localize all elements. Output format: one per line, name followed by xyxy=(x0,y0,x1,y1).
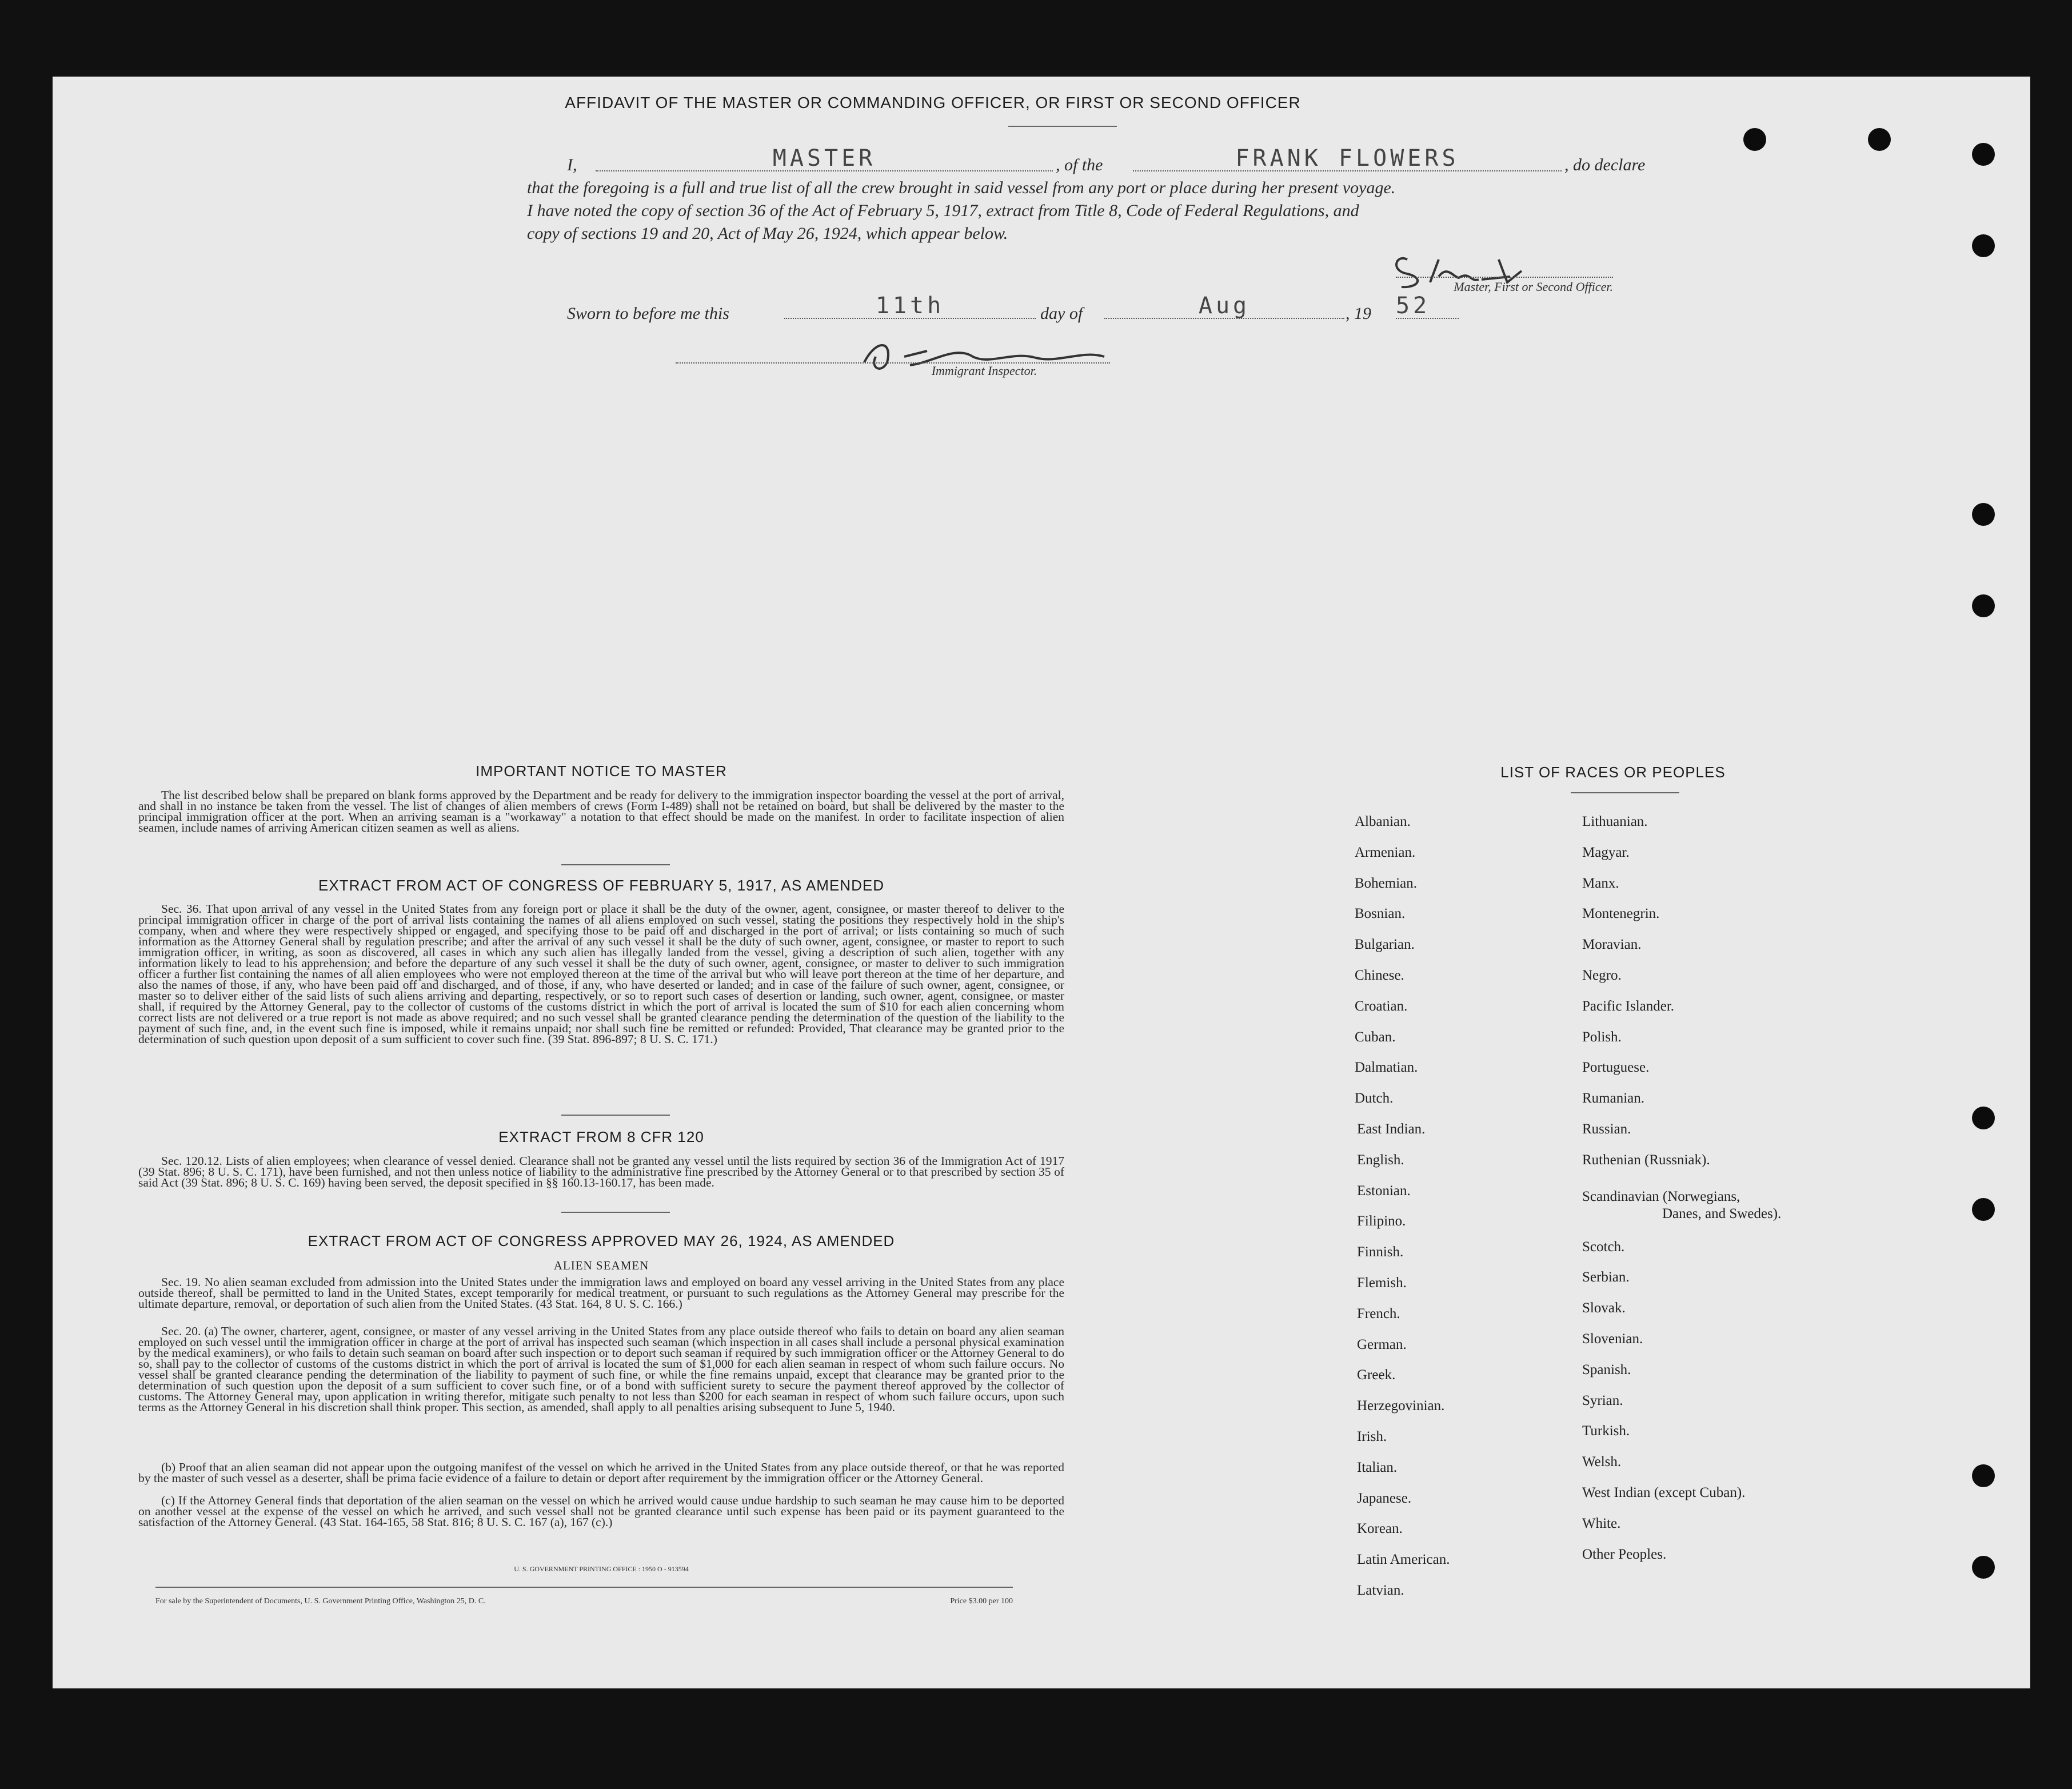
do-declare-label: , do declare xyxy=(1564,155,1646,174)
extract-cfr-rule xyxy=(561,1212,670,1213)
master-caption: Master, First or Second Officer. xyxy=(1454,279,1613,294)
binder-hole xyxy=(1972,143,1995,166)
race-right-item: Syrian. xyxy=(1582,1392,1623,1408)
binder-hole xyxy=(1972,234,1995,257)
sworn-label: Sworn to before me this xyxy=(567,304,729,323)
race-left-item: Chinese. xyxy=(1355,968,1404,983)
binder-hole xyxy=(1972,1556,1995,1579)
binder-hole xyxy=(1972,503,1995,526)
race-right-item: Slovak. xyxy=(1582,1300,1626,1316)
binder-hole xyxy=(1972,594,1995,617)
race-left-item: Croatian. xyxy=(1355,998,1408,1014)
race-left-item: Latin American. xyxy=(1357,1552,1450,1568)
race-right-item: Danes, and Swedes). xyxy=(1662,1205,1782,1221)
race-left-item: Finnish. xyxy=(1357,1244,1404,1260)
race-left-item: Bosnian. xyxy=(1355,906,1406,922)
race-left-item: Italian. xyxy=(1357,1459,1398,1475)
race-right-item: Spanish. xyxy=(1582,1361,1631,1377)
sec19-text: Sec. 19. No alien seaman excluded from admission into the United States under the immigration laws and employed on board any vessel arriving in the United States from any place outside thereof, shall be permitted to land in the United States, except temporarily for medical treatment, or pursuant to such regulations as the Attorney General may prescribe for the ultimate departure, removal, or deportation of such alien from the United States. (43 Stat. 164, 8 U. S. C. 166.) xyxy=(138,1275,1064,1311)
affidavit-line2: that the foregoing is a full and true list of all the crew brought in said vessel from any port or place during her present voyage. xyxy=(527,178,1396,197)
price-notice: Price $3.00 per 100 xyxy=(950,1597,1013,1606)
races-title: LIST OF RACES OR PEOPLES xyxy=(1500,764,1726,781)
extract-1917-text: Sec. 36. That upon arrival of any vessel in the United States from any foreign port or place it shall be the duty of the owner, agent, consignee, or master thereof to deliver to the principal immigration officer in charge of the port of arrival lists containing the names of all aliens employed on such vessel, stating the positions they respectively hold in the ship's company, when and where they were respectively shipped or engaged, and specifying those to be paid off and discharged in the port of arrival; or lists containing so much of such information as the Attorney General shall by regulation prescribe; and after the arrival of any such vessel it shall be the duty of such owner, agent, consignee, or master to report to such immigration officer, in writing, as soon as discovered, all cases in which any such alien has illegally landed from the vessel, giving a description of such alien, together with any information likely to lead to his apprehension; and before the departure of any such vessel it shall be the duty of such owner, agent, consignee, or master to deliver to such immigration officer a further list containing the names of all alien employees who were not employed thereon at the time of the arrival but who will leave port thereon at the time of her departure, and also the names of those, if any, who have been paid off and discharged, and of those, if any, who have deserted or landed; and in case of the failure of such owner, agent, consignee, or master so to deliver either of the said lists of such aliens arriving and departing, respectively, or so to report such cases of desertion or landing, such owner, agent, consignee, or master shall, if required by the Attorney General, pay to the collector of customs of the customs district in which the port of arrival is located the sum of $10 for each alien concerning whom correct lists are not delivered or a true report is not made as above required; and no such vessel shall be granted clearance pending the determination of the question of the liability to the payment of such fine, and, in the event such fine is imposed, while it remains unpaid; nor shall such fine be remitted or refunded: Provided, That clearance may be granted prior to the determination of such question upon deposit of a sum sufficient to cover such fine. (39 Stat. 896-897; 8 U. S. C. 171.) xyxy=(138,902,1064,1046)
title-rule xyxy=(1008,126,1117,127)
notice-title: IMPORTANT NOTICE TO MASTER xyxy=(476,762,727,780)
race-left-item: Bulgarian. xyxy=(1355,937,1415,953)
document-page xyxy=(53,77,2030,1688)
races-rule xyxy=(1571,792,1679,793)
race-left-item: Flemish. xyxy=(1357,1275,1407,1291)
year-label: , 19 xyxy=(1346,304,1371,323)
gpo-imprint: U. S. GOVERNMENT PRINTING OFFICE : 1950 O - 913594 xyxy=(514,1565,689,1573)
inspector-caption: Immigrant Inspector. xyxy=(931,364,1037,378)
extract-cfr-text: Sec. 120.12. Lists of alien employees; when clearance of vessel denied. Clearance shall not be granted any vessel until the lists required by section 36 of the Immigration Act of 1917 (39 Stat. 896; 8 U. S. C. 171), have been furnished, and not then unless notice of liability to the administrative fine prescribed by the Attorney General or to that prescribed by section 35 of said Act (39 Stat. 896; 8 U. S. C. 169) having been served, the deposit specified in §§ 160.13-160.17, has been made. xyxy=(138,1154,1064,1189)
binder-hole xyxy=(1972,1464,1995,1487)
race-left-item: Albanian. xyxy=(1355,814,1411,829)
race-right-item: White. xyxy=(1582,1515,1621,1531)
race-left-item: East Indian. xyxy=(1357,1121,1426,1137)
sec20a-text: Sec. 20. (a) The owner, charterer, agent, consignee, or master of any vessel arriving in the United States from any place outside thereof who fails to detain on board any alien seaman employed on such vessel until the immigration officer in charge at the port of arrival has inspected such seaman (which inspection in all cases shall include a personal physical examination by the medical examiners), or who fails to detain such seaman on board after such inspection or to deport such seaman if required by such immigration officer or the Attorney General to do so, shall pay to the collector of customs of the customs district in which the port of arrival is located the sum of $1,000 for each alien seaman in respect of whom such failure occurs. No vessel shall be granted clearance pending the determination of the liability to payment of such fine, or while the fine remains unpaid, except that clearance may be granted prior to the determination of such question upon the deposit of a sum sufficient to cover such fine, or of a bond with sufficient surety to secure the payment thereof approved by the collector of customs. The Attorney General may, upon application in writing therefor, mitigate such penalty to not less than $200 for each seaman in respect of whom such failure occurs, upon such terms as the Attorney General in his discretion shall think proper. This section, as amended, shall apply to all penalties arising subsequent to June 5, 1940. xyxy=(138,1324,1064,1414)
notice-text: The list described below shall be prepared on blank forms approved by the Department and be ready for delivery to the immigration inspector boarding the vessel at the port of arrival, and shall in no instance be taken from the vessel. The list of changes of alien members of crews (Form I-489) shall not be retained on board, but shall be delivered by the master to the principal immigration officer at the port. When an arriving seaman is a "workaway" a notation to that effect should be made on the manifest. In order to facilitate inspection of alien seamen, include names of arriving American citizen seamen as well as aliens. xyxy=(138,788,1064,834)
extract-1917-rule xyxy=(561,1115,670,1116)
race-left-item: Irish. xyxy=(1357,1429,1387,1444)
extract-1924-title: EXTRACT FROM ACT OF CONGRESS APPROVED MAY 26, 1924, AS AMENDED xyxy=(308,1232,895,1249)
binder-hole xyxy=(1972,1198,1995,1221)
race-left-item: French. xyxy=(1357,1305,1400,1321)
affidavit-line4: copy of sections 19 and 20, Act of May 26, 1924, which appear below. xyxy=(527,224,1008,243)
race-right-item: Welsh. xyxy=(1582,1454,1622,1470)
binder-hole xyxy=(1743,128,1766,151)
affidavit-title: AFFIDAVIT OF THE MASTER OR COMMANDING OFFICER, OR FIRST OR SECOND OFFICER xyxy=(565,94,1301,111)
sec20b-text: (b) Proof that an alien seaman did not appear upon the outgoing manifest of the vessel on which he arrived in the United States from any place outside thereof, or that he was reported by the master of such vessel as a deserter, shall be prima facie evidence of a failure to detain or deport after requirement by the immigration officer or the Attorney General. xyxy=(138,1460,1064,1485)
race-right-item: Magyar. xyxy=(1582,844,1630,860)
binder-hole xyxy=(1868,128,1891,151)
sec20c-text: (c) If the Attorney General finds that deportation of the alien seaman on the vessel on which he arrived would cause undue hardship to such seaman he may cause him to be deported on another vessel at the expense of the vessel on which he arrived, and such vessel shall not be granted clearance until such expense has been paid or its payment guaranteed to the satisfaction of the Attorney General. (43 Stat. 164-165, 58 Stat. 816; 8 U. S. C. 167 (a), 167 (c).) xyxy=(138,1494,1064,1529)
race-right-item: Pacific Islander. xyxy=(1582,998,1675,1014)
race-right-item: Rumanian. xyxy=(1582,1091,1645,1107)
race-right-item: Ruthenian (Russniak). xyxy=(1582,1152,1710,1168)
race-right-item: Scotch. xyxy=(1582,1239,1625,1255)
extract-cfr-title: EXTRACT FROM 8 CFR 120 xyxy=(498,1128,704,1145)
extract-1917-title: EXTRACT FROM ACT OF CONGRESS OF FEBRUARY 5, 1917, AS AMENDED xyxy=(318,877,884,894)
race-left-item: Dalmatian. xyxy=(1355,1060,1418,1076)
race-left-item: Korean. xyxy=(1357,1521,1403,1537)
race-right-item: Serbian. xyxy=(1582,1269,1630,1285)
race-right-item: Portuguese. xyxy=(1582,1060,1650,1076)
footer-rule xyxy=(155,1587,1013,1588)
notice-rule xyxy=(561,864,670,865)
race-right-item: Negro. xyxy=(1582,968,1622,983)
affidavit-line3: I have noted the copy of section 36 of the Act of February 5, 1917, extract from Title 8, Code of Federal Regulations, and xyxy=(527,201,1359,220)
race-right-item: Slovenian. xyxy=(1582,1331,1643,1347)
race-right-item: West Indian (except Cuban). xyxy=(1582,1485,1746,1500)
declarant-field: MASTER xyxy=(596,145,1053,171)
race-left-item: Estonian. xyxy=(1357,1183,1411,1199)
race-left-item: Cuban. xyxy=(1355,1029,1396,1045)
race-left-item: English. xyxy=(1357,1152,1404,1168)
race-right-item: Scandinavian (Norwegians, xyxy=(1582,1188,1740,1204)
race-left-item: Latvian. xyxy=(1357,1583,1404,1598)
sworn-day-field: 11th xyxy=(784,293,1036,319)
binder-hole xyxy=(1972,1107,1995,1129)
sworn-year-field: 52 xyxy=(1396,293,1459,319)
sale-notice: For sale by the Superintendent of Documents, U. S. Government Printing Office, Washington 25, D. C. xyxy=(155,1597,486,1606)
race-right-item: Turkish. xyxy=(1582,1423,1630,1439)
race-left-item: Greek. xyxy=(1357,1367,1396,1383)
race-left-item: Japanese. xyxy=(1357,1490,1412,1506)
master-signature-line xyxy=(1396,275,1613,278)
affidavit-i: I, xyxy=(567,155,577,174)
race-left-item: German. xyxy=(1357,1336,1407,1352)
race-right-item: Moravian. xyxy=(1582,937,1642,953)
of-the-label: , of the xyxy=(1056,155,1103,174)
race-right-item: Manx. xyxy=(1582,875,1619,891)
race-left-item: Dutch. xyxy=(1355,1091,1394,1107)
race-right-item: Montenegrin. xyxy=(1582,906,1660,922)
race-right-item: Polish. xyxy=(1582,1029,1622,1045)
day-of-label: day of xyxy=(1040,304,1083,323)
race-left-item: Filipino. xyxy=(1357,1213,1406,1229)
vessel-field: FRANK FLOWERS xyxy=(1133,145,1562,171)
race-right-item: Other Peoples. xyxy=(1582,1546,1667,1562)
alien-seamen-subtitle: ALIEN SEAMEN xyxy=(553,1259,649,1272)
race-left-item: Armenian. xyxy=(1355,844,1416,860)
race-right-item: Russian. xyxy=(1582,1121,1631,1137)
race-left-item: Herzegovinian. xyxy=(1357,1398,1445,1414)
race-left-item: Bohemian. xyxy=(1355,875,1418,891)
race-right-item: Lithuanian. xyxy=(1582,814,1648,829)
sworn-month-field: Aug xyxy=(1104,293,1344,319)
